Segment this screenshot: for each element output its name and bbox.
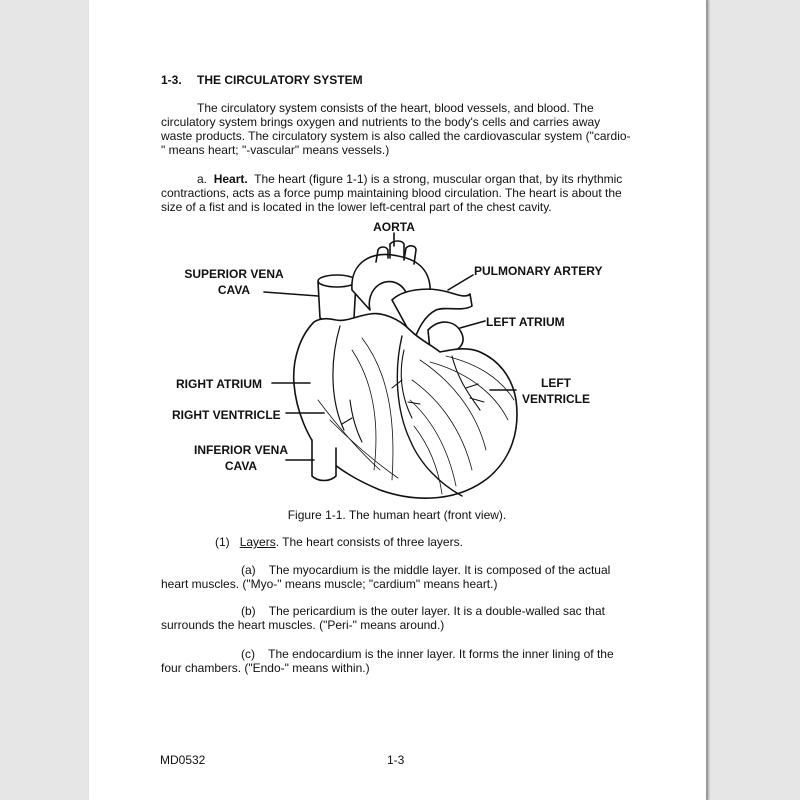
heart-prefix: a.	[197, 172, 208, 186]
item-prefix: (c)	[241, 647, 255, 661]
label-aorta: AORTA	[373, 220, 415, 234]
layers-term: Layers	[239, 535, 276, 549]
footer-document-id: MD0532	[160, 753, 206, 767]
label-superior-vena-cava: SUPERIOR VENA CAVA	[184, 267, 284, 297]
item-text: The myocardium is the middle layer. It is composed of the actual heart muscles. ("Myo-" means muscle; "cardium" means heart.)	[161, 563, 611, 591]
label-right-atrium: RIGHT ATRIUM	[176, 377, 262, 391]
layers-paragraph	[161, 535, 633, 549]
layer-item	[161, 563, 633, 591]
label-inferior-vena-cava: INFERIOR VENA CAVA	[193, 443, 288, 473]
label-right-ventricle: RIGHT VENTRICLE	[172, 408, 281, 422]
label-left-atrium: LEFT ATRIUM	[486, 315, 565, 329]
item-prefix: (b)	[241, 604, 256, 618]
heart-text: The heart (figure 1-1) is a strong, muscular organ that, by its rhythmic contractions, acts as a force pump maintaining blood circulation. The heart is about the size of a fist and is located in the lower left-central part of the chest cavity.	[161, 172, 623, 214]
section-title: THE CIRCULATORY SYSTEM	[197, 73, 363, 87]
layers-text: . The heart consists of three layers.	[275, 535, 463, 549]
label-left-ventricle: LEFT VENTRICLE	[521, 376, 590, 406]
intro-text: The circulatory system consists of the heart, blood vessels, and blood. The circulatory system brings oxygen and nutrients to the body's cells and carries away waste products. The circulatory system is also called the cardiovascular system ("cardio-" means heart; "-vascular" means vessels.)	[161, 101, 631, 157]
section-number: 1-3.	[161, 73, 182, 87]
label-pulmonary-artery: PULMONARY ARTERY	[474, 264, 603, 278]
footer-page-number: 1-3	[387, 753, 405, 767]
figure-caption: Figure 1-1. The human heart (front view).	[287, 508, 507, 522]
layer-item	[161, 647, 633, 675]
item-prefix: (a)	[241, 563, 256, 577]
layer-item	[161, 604, 633, 632]
layers-prefix: (1)	[215, 535, 230, 549]
item-text: The pericardium is the outer layer. It is a double-walled sac that surrounds the heart muscles. ("Peri-" means around.)	[161, 604, 605, 632]
item-text: The endocardium is the inner layer. It forms the inner lining of the four chambers. ("Endo-" means within.)	[161, 647, 614, 675]
heart-term: Heart.	[213, 172, 248, 186]
